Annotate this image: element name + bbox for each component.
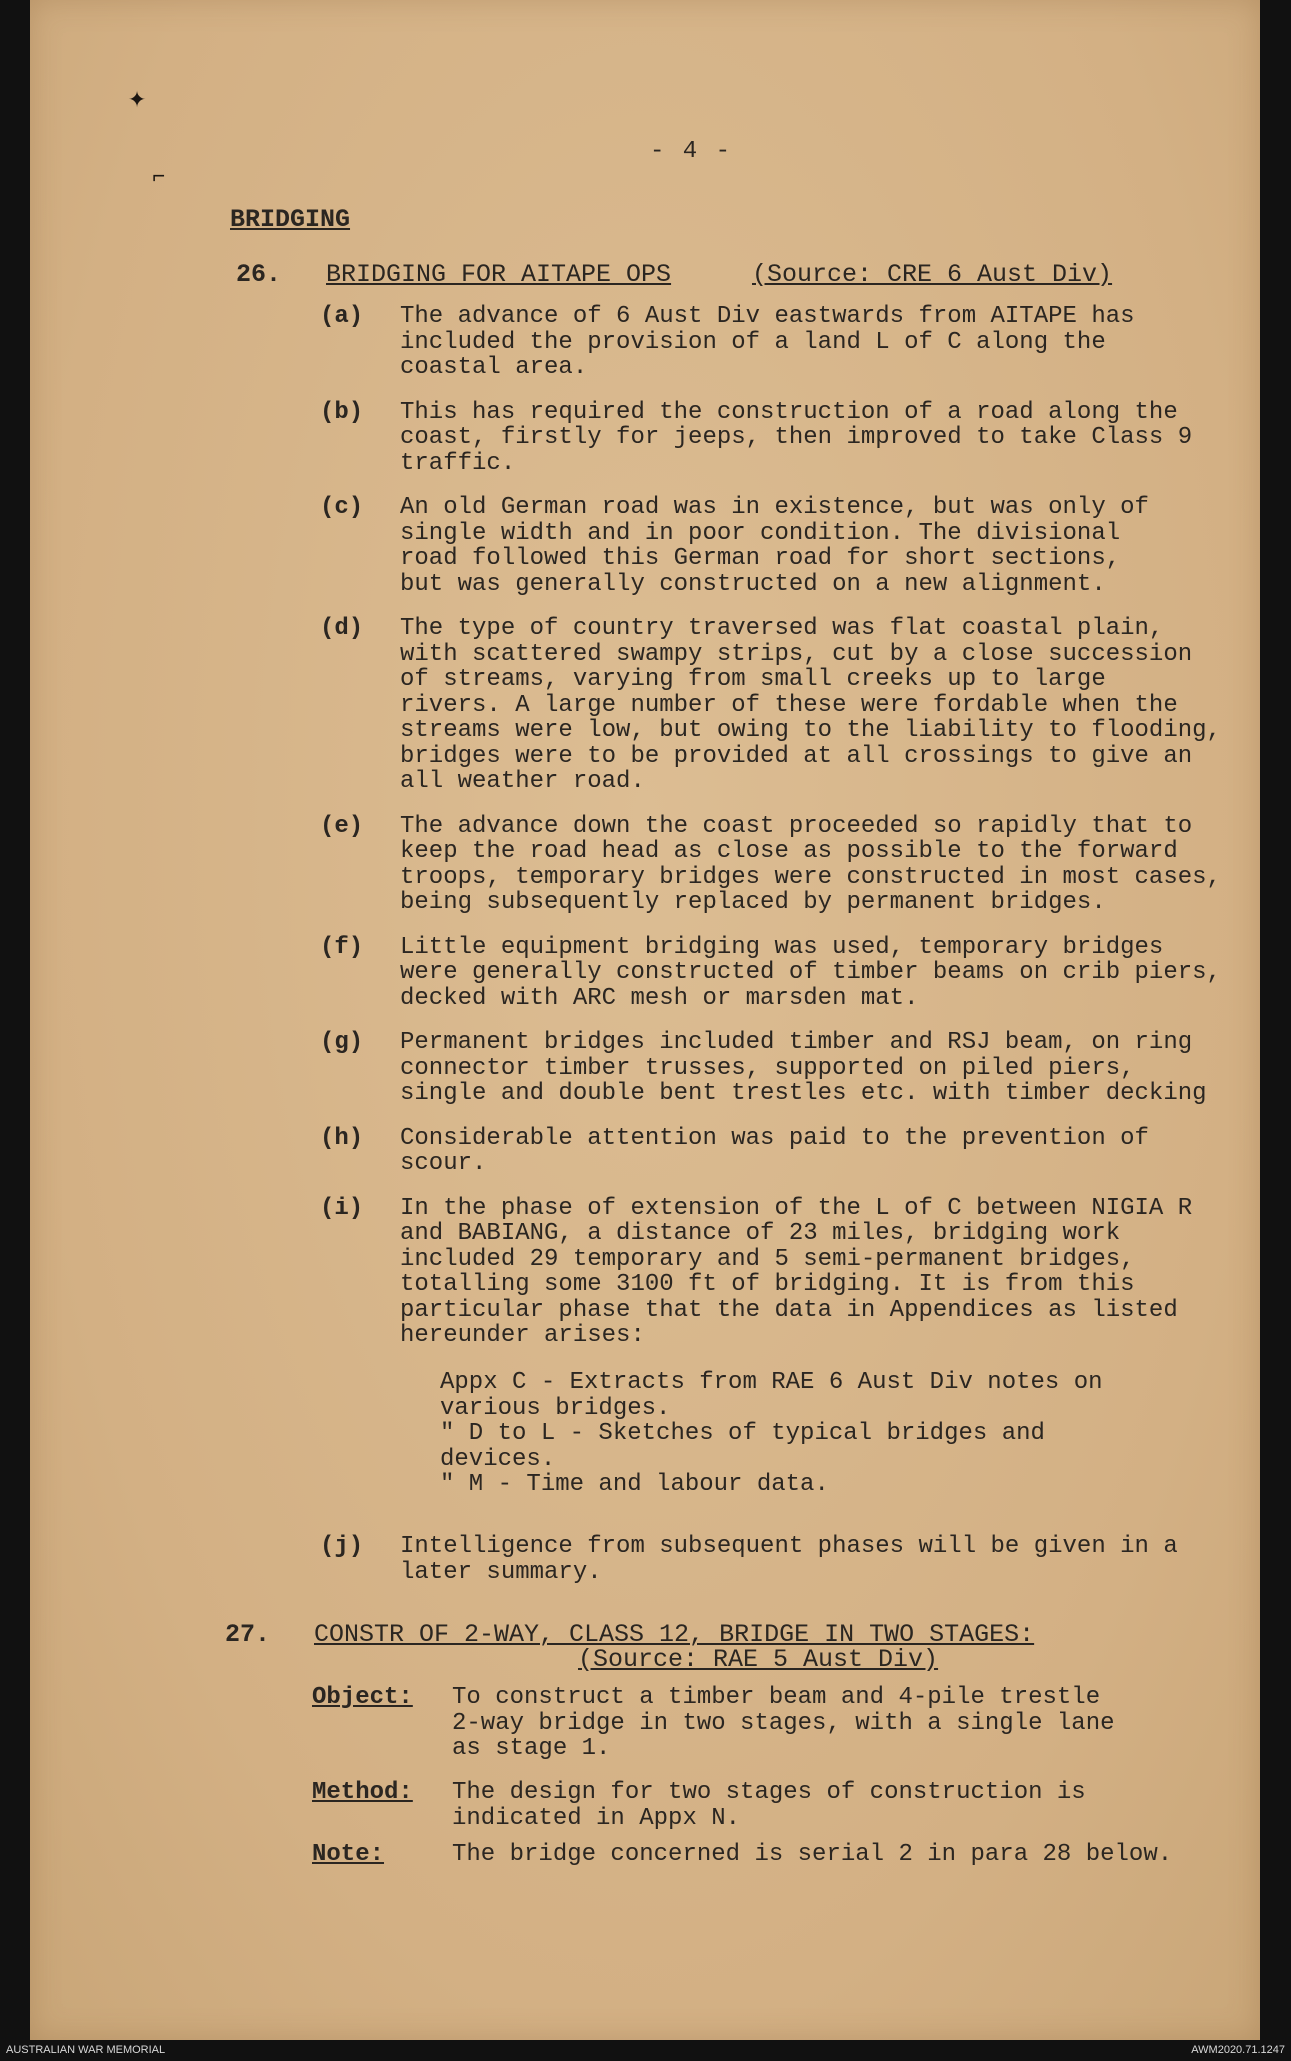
- para-26-source: (Source: CRE 6 Aust Div): [752, 260, 1113, 289]
- para-26-title: BRIDGING FOR AITAPE OPS: [326, 260, 672, 289]
- item-label: (c): [320, 494, 364, 521]
- ink-blot: ✦: [128, 83, 147, 117]
- ink-mark: ⌐: [152, 165, 166, 190]
- page-number: - 4 -: [650, 138, 733, 165]
- list-item: [320, 1534, 1280, 1585]
- item-label: (e): [320, 812, 364, 840]
- list-item: [320, 935, 1280, 1012]
- note-text: The bridge concerned is serial 2 in para 28 below.: [452, 1841, 1173, 1868]
- para-27-source: (Source: RAE 5 Aust Div): [578, 1645, 939, 1674]
- list-item: [320, 304, 1280, 381]
- item-text: The advance down the coast proceeded so rapidly that to keep the road head as close as possible to the forward troops, temporary bridges were constructed in most cases, being subsequently replaced by permanent bridges.: [400, 812, 1221, 916]
- document-page: [30, 0, 1260, 2040]
- list-item: [320, 495, 1280, 597]
- item-text: Intelligence from subsequent phases will be given in a later summary.: [400, 1533, 1178, 1586]
- item-label: (h): [320, 1124, 364, 1152]
- footer-archive-name: AUSTRALIAN WAR MEMORIAL: [6, 2044, 166, 2056]
- note-label: Note:: [312, 1841, 385, 1868]
- list-item: [320, 616, 1280, 795]
- method-label: Method:: [312, 1779, 413, 1806]
- item-text: An old German road was in existence, but was only of single width and in poor condition. The divisional road followed this German road for short sections, but was generally constructed on a new alignment.: [400, 494, 1149, 598]
- note-row: [312, 1842, 1232, 1868]
- para-27-number: 27.: [225, 1620, 271, 1649]
- item-label: (g): [320, 1029, 364, 1056]
- item-text: Permanent bridges included timber and RSJ beam, on ring connector timber trusses, supported on piled piers, single and double bent trestles etc. with timber decking: [400, 1029, 1207, 1107]
- item-label: (b): [320, 398, 364, 426]
- para-26-item-j: [320, 1534, 1280, 1604]
- section-heading: BRIDGING: [230, 205, 351, 234]
- object-text: To construct a timber beam and 4-pile trestle 2-way bridge in two stages, with a single lane as stage 1.: [452, 1684, 1115, 1762]
- item-text: The type of country traversed was flat coastal plain, with scattered swampy strips, cut by a close succession of streams, varying from small creeks up to large rivers. A large number of these were fordable when the streams were low, but owing to the liability to flooding, bridges were to be provided at all crossings to give an all weather road.: [400, 615, 1221, 795]
- method-row: [312, 1780, 1232, 1831]
- list-item: [320, 1196, 1280, 1349]
- method-text: The design for two stages of construction is indicated in Appx N.: [452, 1779, 1086, 1832]
- appendix-list: Appx C - Extracts from RAE 6 Aust Div notes on various bridges. " D to L - Sketches of typical bridges and devices. " M - Time and labour data.: [440, 1369, 1103, 1498]
- list-item: [320, 1030, 1280, 1107]
- object-row: [312, 1685, 1232, 1762]
- para-27-title: CONSTR OF 2-WAY, CLASS 12, BRIDGE IN TWO STAGES:: [314, 1620, 1035, 1649]
- list-item: [320, 814, 1280, 916]
- para-26-items: [320, 304, 1280, 1368]
- item-label: (a): [320, 303, 364, 330]
- item-text: The advance of 6 Aust Div eastwards from AITAPE has included the provision of a land L of C along the coastal area.: [400, 303, 1135, 381]
- item-text: In the phase of extension of the L of C between NIGIA R and BABIANG, a distance of 23 miles, bridging work included 29 temporary and 5 semi-permanent bridges, totalling some 3100 ft of bridging. It is from this particular phase that the data in Appendices as listed hereunder arises:: [400, 1194, 1193, 1349]
- item-label: (i): [320, 1194, 364, 1222]
- item-label: (j): [320, 1533, 364, 1560]
- object-label: Object:: [312, 1684, 413, 1711]
- list-item: [320, 400, 1280, 477]
- item-text: Little equipment bridging was used, temporary bridges were generally constructed of timber beams on crib piers, decked with ARC mesh or marsden mat.: [400, 933, 1221, 1012]
- para-26-number: 26.: [236, 260, 282, 289]
- item-text: This has required the construction of a road along the coast, firstly for jeeps, then improved to take Class 9 traffic.: [400, 398, 1193, 477]
- item-text: Considerable attention was paid to the prevention of scour.: [400, 1124, 1149, 1177]
- item-label: (d): [320, 615, 364, 642]
- footer-reference: AWM2020.71.1247: [1191, 2044, 1285, 2056]
- item-label: (f): [320, 933, 364, 961]
- list-item: [320, 1126, 1280, 1177]
